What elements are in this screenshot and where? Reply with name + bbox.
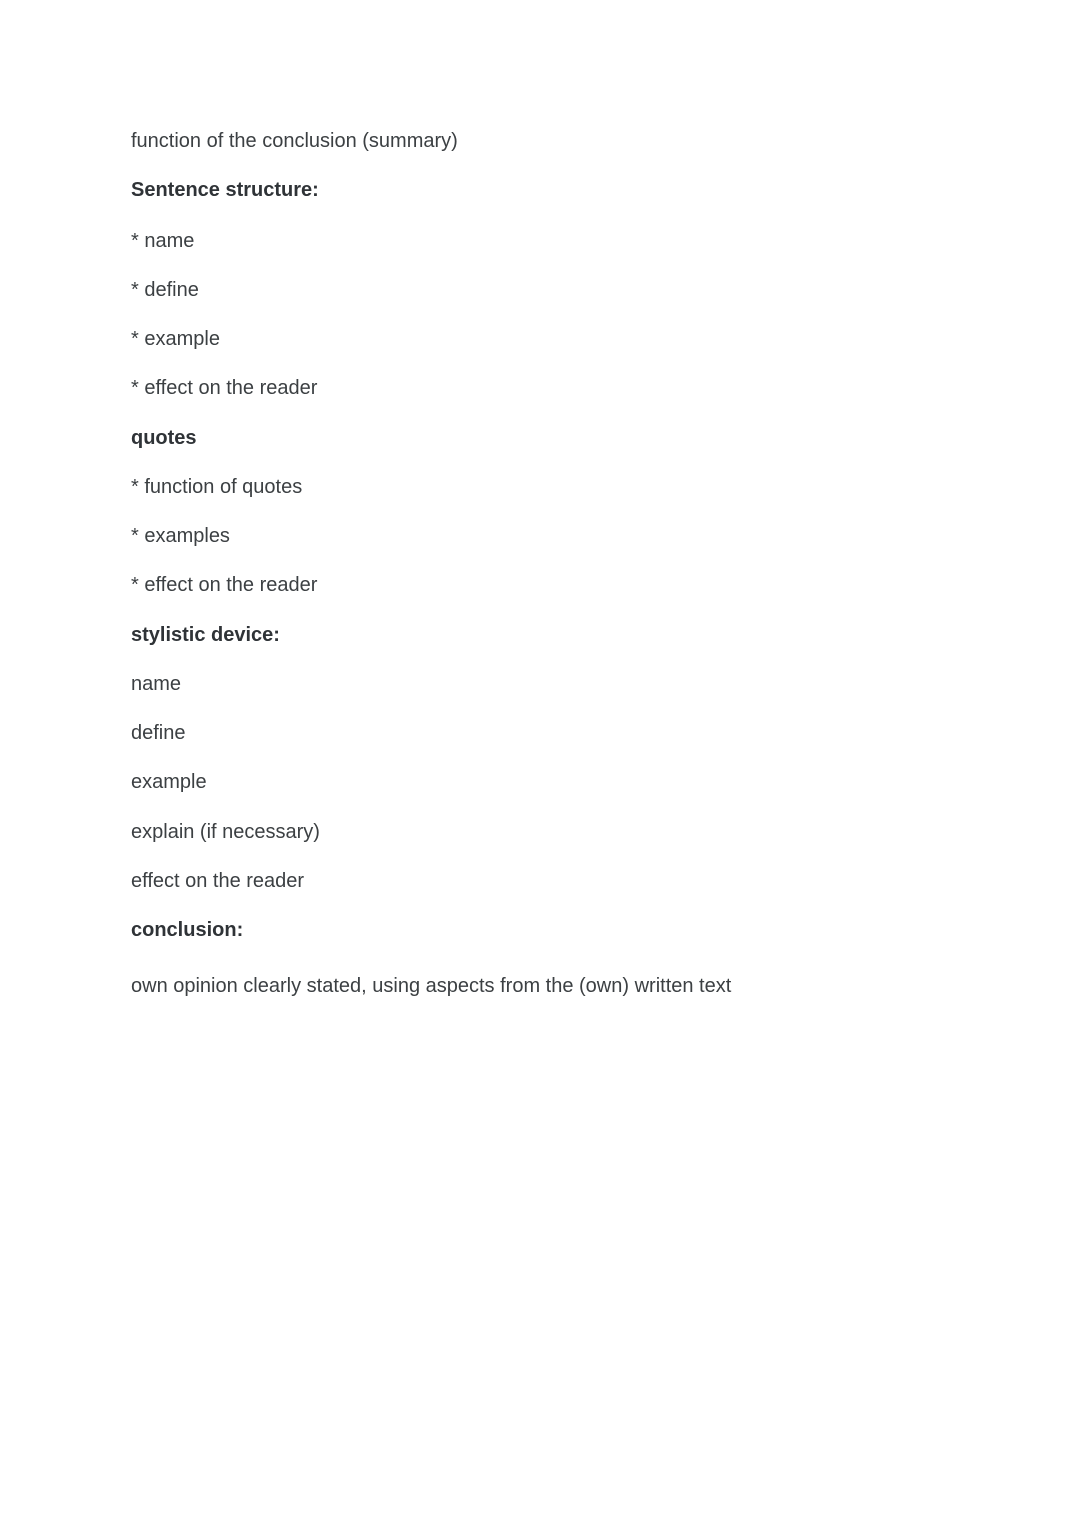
text-line-conclusion-function: function of the conclusion (summary) [131, 130, 458, 152]
list-item: effect on the reader [131, 870, 305, 892]
list-item: name [131, 673, 182, 695]
list-item: * effect on the reader [131, 574, 318, 596]
list-item: define [131, 722, 186, 744]
list-item: * effect on the reader [131, 377, 318, 399]
list-item: * name [131, 230, 195, 252]
list-item: example [131, 771, 207, 793]
heading-stylistic-device: stylistic device: [131, 624, 280, 646]
heading-quotes: quotes [131, 427, 197, 449]
list-item: * define [131, 279, 199, 301]
list-item: explain (if necessary) [131, 821, 320, 843]
heading-conclusion: conclusion: [131, 919, 244, 941]
list-item: * example [131, 328, 220, 350]
list-item: * examples [131, 525, 230, 547]
list-item: * function of quotes [131, 476, 303, 498]
text-line-conclusion-body: own opinion clearly stated, using aspects from the (own) written text [131, 975, 732, 997]
heading-sentence-structure: Sentence structure: [131, 179, 319, 201]
